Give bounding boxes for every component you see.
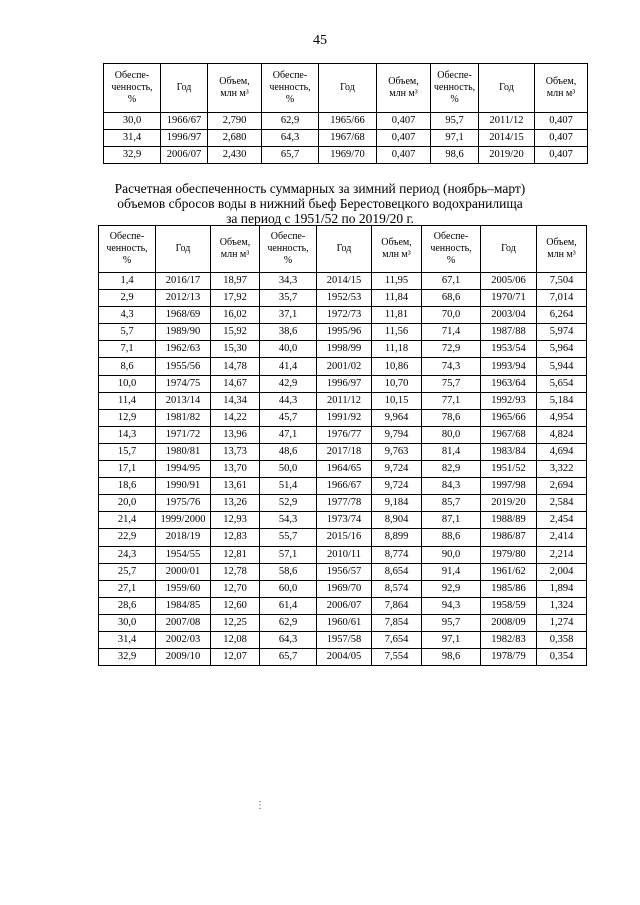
table-cell: 5,654 bbox=[537, 375, 587, 392]
table-cell: 12,07 bbox=[211, 649, 260, 666]
table-cell: 7,554 bbox=[372, 649, 422, 666]
table-cell: 1955/56 bbox=[156, 358, 211, 375]
table-cell: 1965/66 bbox=[481, 409, 537, 426]
table-cell: 1971/72 bbox=[156, 426, 211, 443]
table-cell: 1977/78 bbox=[317, 495, 372, 512]
table-cell: 11,81 bbox=[372, 307, 422, 324]
table-cell: 0,407 bbox=[377, 113, 431, 130]
title-line-3: за период с 1951/52 по 2019/20 г. bbox=[226, 211, 414, 226]
table-cell: 2006/07 bbox=[161, 147, 208, 164]
table-cell: 11,84 bbox=[372, 290, 422, 307]
header-volume: Объем, млн м³ bbox=[372, 226, 422, 273]
table-cell: 1969/70 bbox=[319, 147, 377, 164]
table-cell: 2001/02 bbox=[317, 358, 372, 375]
table-cell: 14,78 bbox=[211, 358, 260, 375]
table-cell: 1951/52 bbox=[481, 461, 537, 478]
table-cell: 10,70 bbox=[372, 375, 422, 392]
table-cell: 1993/94 bbox=[481, 358, 537, 375]
table-cell: 12,83 bbox=[211, 529, 260, 546]
table-cell: 9,763 bbox=[372, 443, 422, 460]
table-cell: 5,7 bbox=[99, 324, 156, 341]
table-cell: 44,3 bbox=[260, 392, 317, 409]
table-row bbox=[99, 546, 587, 563]
table-cell: 95,7 bbox=[431, 113, 479, 130]
table-cell: 11,4 bbox=[99, 392, 156, 409]
table-cell: 1961/62 bbox=[481, 563, 537, 580]
table-cell: 13,73 bbox=[211, 443, 260, 460]
table-row bbox=[104, 130, 588, 147]
table-cell: 47,1 bbox=[260, 426, 317, 443]
table-row bbox=[99, 307, 587, 324]
table-cell: 97,1 bbox=[422, 631, 481, 648]
header-probability: Обеспе- ченность, % bbox=[262, 64, 319, 113]
header-volume: Объем, млн м³ bbox=[535, 64, 588, 113]
table-cell: 2012/13 bbox=[156, 290, 211, 307]
table-cell: 1967/68 bbox=[319, 130, 377, 147]
table-cell: 4,824 bbox=[537, 426, 587, 443]
table-cell: 1965/66 bbox=[319, 113, 377, 130]
table-cell: 12,93 bbox=[211, 512, 260, 529]
table-cell: 70,0 bbox=[422, 307, 481, 324]
table-cell: 0,407 bbox=[377, 147, 431, 164]
table-cell: 31,4 bbox=[99, 631, 156, 648]
table-cell: 2007/08 bbox=[156, 614, 211, 631]
table-cell: 75,7 bbox=[422, 375, 481, 392]
table-cell: 78,6 bbox=[422, 409, 481, 426]
table-cell: 14,34 bbox=[211, 392, 260, 409]
table-cell: 1963/64 bbox=[481, 375, 537, 392]
table-cell: 25,7 bbox=[99, 563, 156, 580]
table-cell: 1998/99 bbox=[317, 341, 372, 358]
table-cell: 65,7 bbox=[262, 147, 319, 164]
table-cell: 85,7 bbox=[422, 495, 481, 512]
table-cell: 5,974 bbox=[537, 324, 587, 341]
table-cell: 1,894 bbox=[537, 580, 587, 597]
table-cell: 1,274 bbox=[537, 614, 587, 631]
table-cell: 2,9 bbox=[99, 290, 156, 307]
table-cell: 1982/83 bbox=[481, 631, 537, 648]
table-cell: 2002/03 bbox=[156, 631, 211, 648]
table-cell: 2,214 bbox=[537, 546, 587, 563]
table-row bbox=[99, 443, 587, 460]
title-line-1: Расчетная обеспеченность суммарных за зимний период (ноябрь–март) bbox=[114, 181, 526, 196]
table-cell: 81,4 bbox=[422, 443, 481, 460]
table-cell: 2004/05 bbox=[317, 649, 372, 666]
table-cell: 24,3 bbox=[99, 546, 156, 563]
table-cell: 2008/09 bbox=[481, 614, 537, 631]
table-cell: 1,4 bbox=[99, 273, 156, 290]
table-cell: 65,7 bbox=[260, 649, 317, 666]
table-cell: 71,4 bbox=[422, 324, 481, 341]
table-cell: 2010/11 bbox=[317, 546, 372, 563]
table-cell: 13,70 bbox=[211, 461, 260, 478]
table-cell: 9,724 bbox=[372, 461, 422, 478]
table-cell: 2013/14 bbox=[156, 392, 211, 409]
table-cell: 30,0 bbox=[99, 614, 156, 631]
table-cell: 8,574 bbox=[372, 580, 422, 597]
table-cell: 1973/74 bbox=[317, 512, 372, 529]
table-cell: 82,9 bbox=[422, 461, 481, 478]
table-cell: 30,0 bbox=[104, 113, 161, 130]
header-volume: Объем, млн м³ bbox=[208, 64, 262, 113]
table-cell: 12,70 bbox=[211, 580, 260, 597]
table-cell: 28,6 bbox=[99, 597, 156, 614]
table-cell: 1954/55 bbox=[156, 546, 211, 563]
table-cell: 2,004 bbox=[537, 563, 587, 580]
table-cell: 2014/15 bbox=[317, 273, 372, 290]
table-cell: 1966/67 bbox=[317, 478, 372, 495]
table-cell: 2,790 bbox=[208, 113, 262, 130]
table-cell: 10,15 bbox=[372, 392, 422, 409]
table-cell: 6,264 bbox=[537, 307, 587, 324]
table-cell: 80,0 bbox=[422, 426, 481, 443]
table-cell: 9,794 bbox=[372, 426, 422, 443]
table-cell: 0,407 bbox=[535, 113, 588, 130]
table-cell: 92,9 bbox=[422, 580, 481, 597]
table-cell: 2011/12 bbox=[479, 113, 535, 130]
table-cell: 1994/95 bbox=[156, 461, 211, 478]
table-row bbox=[99, 649, 587, 666]
stray-mark: ⋮ bbox=[255, 800, 265, 811]
table-cell: 18,6 bbox=[99, 478, 156, 495]
table-cell: 41,4 bbox=[260, 358, 317, 375]
table-cell: 13,26 bbox=[211, 495, 260, 512]
table-cell: 12,9 bbox=[99, 409, 156, 426]
table-cell: 50,0 bbox=[260, 461, 317, 478]
table-row bbox=[99, 375, 587, 392]
header-year: Год bbox=[161, 64, 208, 113]
table-cell: 15,30 bbox=[211, 341, 260, 358]
table-cell: 1958/59 bbox=[481, 597, 537, 614]
table-cell: 2,454 bbox=[537, 512, 587, 529]
table-body bbox=[99, 273, 587, 666]
header-probability: Обеспе- ченность, % bbox=[431, 64, 479, 113]
table-cell: 13,61 bbox=[211, 478, 260, 495]
table-cell: 2003/04 bbox=[481, 307, 537, 324]
table-cell: 7,014 bbox=[537, 290, 587, 307]
table-cell: 1959/60 bbox=[156, 580, 211, 597]
table-cell: 2,430 bbox=[208, 147, 262, 164]
table-cell: 1995/96 bbox=[317, 324, 372, 341]
table-cell: 7,654 bbox=[372, 631, 422, 648]
table-cell: 45,7 bbox=[260, 409, 317, 426]
table-row bbox=[99, 324, 587, 341]
table-row bbox=[99, 461, 587, 478]
table-cell: 5,184 bbox=[537, 392, 587, 409]
table-cell: 14,3 bbox=[99, 426, 156, 443]
table-cell: 2,414 bbox=[537, 529, 587, 546]
table-cell: 1976/77 bbox=[317, 426, 372, 443]
table-cell: 12,78 bbox=[211, 563, 260, 580]
table-header bbox=[104, 64, 588, 113]
table-cell: 2016/17 bbox=[156, 273, 211, 290]
table-cell: 0,358 bbox=[537, 631, 587, 648]
table-cell: 60,0 bbox=[260, 580, 317, 597]
table-row bbox=[104, 113, 588, 130]
table-cell: 14,22 bbox=[211, 409, 260, 426]
table-cell: 1997/98 bbox=[481, 478, 537, 495]
table-cell: 64,3 bbox=[262, 130, 319, 147]
table-row bbox=[99, 580, 587, 597]
table-cell: 2015/16 bbox=[317, 529, 372, 546]
table-cell: 1996/97 bbox=[317, 375, 372, 392]
table-cell: 2,680 bbox=[208, 130, 262, 147]
header-probability: Обеспе- ченность, % bbox=[104, 64, 161, 113]
header-year: Год bbox=[319, 64, 377, 113]
table-cell: 18,97 bbox=[211, 273, 260, 290]
table-cell: 32,9 bbox=[99, 649, 156, 666]
table-cell: 2009/10 bbox=[156, 649, 211, 666]
table-cell: 98,6 bbox=[431, 147, 479, 164]
table-cell: 4,694 bbox=[537, 443, 587, 460]
table-cell: 8,774 bbox=[372, 546, 422, 563]
table-cell: 4,3 bbox=[99, 307, 156, 324]
table-cell: 1952/53 bbox=[317, 290, 372, 307]
table-cell: 91,4 bbox=[422, 563, 481, 580]
table-cell: 1966/67 bbox=[161, 113, 208, 130]
header-year: Год bbox=[317, 226, 372, 273]
table-cell: 62,9 bbox=[260, 614, 317, 631]
table-cell: 72,9 bbox=[422, 341, 481, 358]
table-cell: 31,4 bbox=[104, 130, 161, 147]
header-year: Год bbox=[479, 64, 535, 113]
table-cell: 48,6 bbox=[260, 443, 317, 460]
table-cell: 7,864 bbox=[372, 597, 422, 614]
table-cell: 2017/18 bbox=[317, 443, 372, 460]
table-cell: 1985/86 bbox=[481, 580, 537, 597]
table-cell: 1983/84 bbox=[481, 443, 537, 460]
table-cell: 88,6 bbox=[422, 529, 481, 546]
table-cell: 38,6 bbox=[260, 324, 317, 341]
table-cell: 1987/88 bbox=[481, 324, 537, 341]
table-cell: 13,96 bbox=[211, 426, 260, 443]
winter-discharge-table bbox=[98, 225, 587, 666]
header-year: Год bbox=[481, 226, 537, 273]
table-cell: 14,67 bbox=[211, 375, 260, 392]
table-cell: 17,92 bbox=[211, 290, 260, 307]
table-cell: 35,7 bbox=[260, 290, 317, 307]
table-cell: 2019/20 bbox=[479, 147, 535, 164]
table-cell: 40,0 bbox=[260, 341, 317, 358]
table-cell: 0,407 bbox=[535, 147, 588, 164]
table-cell: 8,904 bbox=[372, 512, 422, 529]
table-cell: 1962/63 bbox=[156, 341, 211, 358]
table-cell: 17,1 bbox=[99, 461, 156, 478]
table-cell: 58,6 bbox=[260, 563, 317, 580]
table-cell: 1957/58 bbox=[317, 631, 372, 648]
table-cell: 5,944 bbox=[537, 358, 587, 375]
table-cell: 2,694 bbox=[537, 478, 587, 495]
table-cell: 1964/65 bbox=[317, 461, 372, 478]
table-cell: 51,4 bbox=[260, 478, 317, 495]
table-cell: 8,6 bbox=[99, 358, 156, 375]
table-row bbox=[99, 631, 587, 648]
table-cell: 0,354 bbox=[537, 649, 587, 666]
table-cell: 1968/69 bbox=[156, 307, 211, 324]
table-cell: 1986/87 bbox=[481, 529, 537, 546]
header-probability: Обеспе- ченность, % bbox=[422, 226, 481, 273]
table-row bbox=[99, 273, 587, 290]
header-probability: Обеспе- ченность, % bbox=[99, 226, 156, 273]
table-cell: 2006/07 bbox=[317, 597, 372, 614]
table-cell: 1991/92 bbox=[317, 409, 372, 426]
header-volume: Объем, млн м³ bbox=[211, 226, 260, 273]
table-cell: 0,407 bbox=[377, 130, 431, 147]
table-cell: 54,3 bbox=[260, 512, 317, 529]
header-volume: Объем, млн м³ bbox=[537, 226, 587, 273]
table-cell: 68,6 bbox=[422, 290, 481, 307]
table-cell: 1992/93 bbox=[481, 392, 537, 409]
table-cell: 1990/91 bbox=[156, 478, 211, 495]
table-row bbox=[99, 563, 587, 580]
table-cell: 94,3 bbox=[422, 597, 481, 614]
table-row bbox=[104, 147, 588, 164]
table-cell: 12,81 bbox=[211, 546, 260, 563]
table-cell: 2005/06 bbox=[481, 273, 537, 290]
table-row bbox=[99, 529, 587, 546]
table-cell: 1969/70 bbox=[317, 580, 372, 597]
table-row bbox=[99, 478, 587, 495]
header-probability: Обеспе- ченность, % bbox=[260, 226, 317, 273]
table-cell: 1975/76 bbox=[156, 495, 211, 512]
table-cell: 27,1 bbox=[99, 580, 156, 597]
table-cell: 67,1 bbox=[422, 273, 481, 290]
table-cell: 1970/71 bbox=[481, 290, 537, 307]
table-cell: 1974/75 bbox=[156, 375, 211, 392]
table-cell: 2011/12 bbox=[317, 392, 372, 409]
table-cell: 74,3 bbox=[422, 358, 481, 375]
table-cell: 90,0 bbox=[422, 546, 481, 563]
table-cell: 10,0 bbox=[99, 375, 156, 392]
table-row bbox=[99, 392, 587, 409]
table-cell: 52,9 bbox=[260, 495, 317, 512]
table-cell: 1988/89 bbox=[481, 512, 537, 529]
table-cell: 95,7 bbox=[422, 614, 481, 631]
table-cell: 42,9 bbox=[260, 375, 317, 392]
table-row bbox=[99, 512, 587, 529]
table-cell: 1999/2000 bbox=[156, 512, 211, 529]
table-cell: 1967/68 bbox=[481, 426, 537, 443]
table-cell: 0,407 bbox=[535, 130, 588, 147]
table-cell: 15,92 bbox=[211, 324, 260, 341]
table-cell: 11,18 bbox=[372, 341, 422, 358]
table-cell: 62,9 bbox=[262, 113, 319, 130]
table-cell: 64,3 bbox=[260, 631, 317, 648]
table-cell: 12,25 bbox=[211, 614, 260, 631]
table-cell: 1989/90 bbox=[156, 324, 211, 341]
table-cell: 9,724 bbox=[372, 478, 422, 495]
table-header bbox=[99, 226, 587, 273]
table-row bbox=[99, 341, 587, 358]
table-cell: 5,964 bbox=[537, 341, 587, 358]
table-cell: 9,964 bbox=[372, 409, 422, 426]
table-cell: 55,7 bbox=[260, 529, 317, 546]
table-cell: 1960/61 bbox=[317, 614, 372, 631]
table-cell: 12,60 bbox=[211, 597, 260, 614]
table-row bbox=[99, 614, 587, 631]
title-line-2: объемов сбросов воды в нижний бьеф Берестовецкого водохранилища bbox=[117, 196, 523, 211]
table-cell: 22,9 bbox=[99, 529, 156, 546]
header-year: Год bbox=[156, 226, 211, 273]
table-cell: 9,184 bbox=[372, 495, 422, 512]
table-cell: 10,86 bbox=[372, 358, 422, 375]
table-cell: 1978/79 bbox=[481, 649, 537, 666]
table-cell: 16,02 bbox=[211, 307, 260, 324]
table-cell: 1972/73 bbox=[317, 307, 372, 324]
table-cell: 87,1 bbox=[422, 512, 481, 529]
table-cell: 1984/85 bbox=[156, 597, 211, 614]
header-volume: Объем, млн м³ bbox=[377, 64, 431, 113]
table-cell: 21,4 bbox=[99, 512, 156, 529]
table-cell: 11,56 bbox=[372, 324, 422, 341]
table-cell: 20,0 bbox=[99, 495, 156, 512]
table-row bbox=[99, 426, 587, 443]
table-row bbox=[99, 409, 587, 426]
table-row bbox=[99, 597, 587, 614]
table-cell: 12,08 bbox=[211, 631, 260, 648]
table-cell: 3,322 bbox=[537, 461, 587, 478]
table-cell: 1980/81 bbox=[156, 443, 211, 460]
table-cell: 2018/19 bbox=[156, 529, 211, 546]
table-cell: 84,3 bbox=[422, 478, 481, 495]
table-cell: 97,1 bbox=[431, 130, 479, 147]
table-cell: 2019/20 bbox=[481, 495, 537, 512]
table-cell: 1,324 bbox=[537, 597, 587, 614]
table-cell: 37,1 bbox=[260, 307, 317, 324]
table-cell: 2014/15 bbox=[479, 130, 535, 147]
table-cell: 4,954 bbox=[537, 409, 587, 426]
table-cell: 11,95 bbox=[372, 273, 422, 290]
table-cell: 1956/57 bbox=[317, 563, 372, 580]
table-cell: 8,654 bbox=[372, 563, 422, 580]
table-row bbox=[99, 495, 587, 512]
table-cell: 1953/54 bbox=[481, 341, 537, 358]
table-cell: 8,899 bbox=[372, 529, 422, 546]
section-title bbox=[0, 181, 640, 226]
table-cell: 7,854 bbox=[372, 614, 422, 631]
table-cell: 57,1 bbox=[260, 546, 317, 563]
table-cell: 77,1 bbox=[422, 392, 481, 409]
continuation-table bbox=[103, 63, 588, 164]
table-row bbox=[99, 290, 587, 307]
table-cell: 1979/80 bbox=[481, 546, 537, 563]
table-cell: 15,7 bbox=[99, 443, 156, 460]
table-cell: 2,584 bbox=[537, 495, 587, 512]
table-row bbox=[99, 358, 587, 375]
table-cell: 1996/97 bbox=[161, 130, 208, 147]
table-cell: 1981/82 bbox=[156, 409, 211, 426]
table-cell: 2000/01 bbox=[156, 563, 211, 580]
table-cell: 7,504 bbox=[537, 273, 587, 290]
table-cell: 34,3 bbox=[260, 273, 317, 290]
table-cell: 7,1 bbox=[99, 341, 156, 358]
page-number: 45 bbox=[313, 33, 327, 48]
table-cell: 32,9 bbox=[104, 147, 161, 164]
table-cell: 61,4 bbox=[260, 597, 317, 614]
table-cell: 98,6 bbox=[422, 649, 481, 666]
table-body bbox=[104, 113, 588, 164]
